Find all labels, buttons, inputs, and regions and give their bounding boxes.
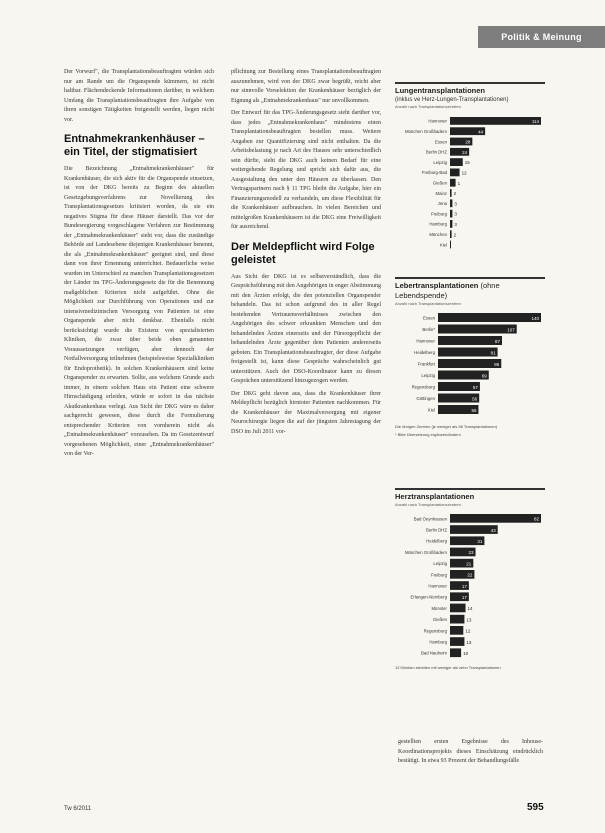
category-label: Berlin DHZ (425, 527, 447, 533)
box-caption: Anzahl nach Transplantationszentren (395, 502, 461, 507)
category-label: München Großhadern (404, 128, 447, 134)
box-title-main: Lebertransplantationen (395, 281, 479, 290)
bar (438, 359, 501, 368)
value-label: 22 (467, 572, 473, 578)
category-label: Heidelberg (414, 349, 435, 355)
bar (450, 648, 461, 657)
lung-chart (395, 110, 545, 255)
category-label: Regensburg (423, 628, 447, 634)
section-band (478, 26, 605, 48)
bar (450, 189, 452, 197)
bar (450, 179, 456, 187)
category-label: München Großhadern (404, 549, 447, 555)
value-label: 44 (478, 129, 484, 135)
paragraph: Der DKG geht davon aus, dass die Krankenhäuser ihrer Meldepflicht bezüglich hirntoter Patienten nachkommen. Für die Krankenhäuser der Maximalversorgung mit eigener Neurochirurgie liegen die auf der jüngsten Jahrestagung der DSO im Juli 2011 vor- (231, 390, 381, 435)
bar (450, 241, 451, 249)
box-caption: Anzahl nach Transplantationszentren (395, 104, 461, 109)
bar (450, 604, 466, 613)
value-label: 10 (463, 651, 469, 657)
value-label: 13 (466, 617, 472, 623)
bar (450, 514, 541, 523)
value-label: 86 (494, 361, 500, 367)
value-label: 31 (477, 539, 483, 545)
category-label: Kiel (427, 407, 435, 413)
value-label: 28 (465, 139, 471, 145)
category-label: Hamburg (429, 221, 447, 227)
chart-note: 12 Kliniken arbeiten mit weniger als zehn Transplantationen (395, 665, 501, 670)
page-number: 595 (527, 802, 544, 813)
bar (438, 348, 498, 357)
liver-transplant-box (395, 277, 545, 438)
value-label: 17 (461, 583, 467, 589)
column-2 (231, 68, 381, 440)
category-label: Berlin DHZ (425, 149, 447, 155)
category-label: Hannover (416, 338, 435, 344)
value-label: 13 (466, 639, 472, 645)
value-label: 3 (454, 211, 457, 217)
bar (450, 210, 452, 218)
box-caption: Anzahl nach Transplantationszentren (395, 301, 461, 306)
category-label: Hamburg (429, 639, 447, 645)
value-label: 140 (531, 315, 539, 321)
value-label: 21 (466, 561, 472, 567)
value-label: 107 (507, 327, 515, 333)
chart-note-2: * Bitte Übersetzung ergänzen/ändern (395, 432, 461, 437)
value-label: 2 (453, 191, 457, 197)
value-label: 23 (468, 550, 474, 556)
value-label: 2 (453, 232, 457, 238)
category-label: Gießen (432, 617, 447, 623)
value-label: 82 (533, 516, 539, 522)
bar (438, 325, 517, 334)
paragraph: Die Bezeichnung „Entnahmekrankenhäuser" für Krankenhäuser, die sich aktiv für die Organspende einsetzen, ist von der DKG bereits zu Beginn des aktuellen Gesetzgebungsverfahrens zur Novellierung des Transplantationsgesetzes kritisiert worden, da sie ein negatives Stigma für diese Häuser darstellt. Das vor der Bundesregierung vorgeschlagene Verfahren zur Bestimmung der „Entnahmekrankenhäuser" sieht vor, dass die zuständige Behörde auf Landesebene diejenigen Krankenhäuser benennt, die als „Entnahmekrankenhäuser" geeignet sind, und diese dann von ihrer Ernennung unterrichtet. Bedauerliche weise wurden im Unterschied zu manchen Transplantationsgesetzen der Länder im TPG-Änderungsgesetz die für die Benennung maßgeblichen Kriterien nicht aufgeführt. Ohne die Möglichkeit zur Durchführung von Operationen und zur intensivmedizinischen Versorgung von Patienten ist eine Organspende aber nicht denkbar. Ebenfalls nicht berücksichtigt wurde die Existenz von spezialisierten Kliniken, die zwar über beide oben genannten Voraussetzungen verfügen, aber dennoch der Notfallversorgung teilnehmen (beispielsweise Spezialkliniken für Endoprothetik). In solchen Krankenhäusern sind keine Organspender zu erwarten. Sollte, aus welchem Grunde auch immer, in einem solchen Haus ein Patient eine schwere Hirnschädigung erleiden, würde er sofort in das nächste Akutkrankenhaus verlegt. Aus Sicht der DKG wäre es daher sachgerecht gewesen, diese durch die Formulierung entsprechender Kriterien von vornherein nicht als „Entnahmekrankenhäuser" vorzusehen. Da im Gesetzentwurf vorgesehenen Möglichkeit, einer „Entnahmekrankenhäuser" von der Ver- (64, 166, 214, 457)
value-label: 17 (461, 595, 467, 601)
box-subtitle: (inklus ve Herz-Lungen-Transplantationen) (395, 97, 509, 103)
section-title: Politik & Meinung (501, 32, 582, 42)
value-label: 3 (454, 201, 457, 207)
bar (450, 230, 452, 238)
value-label: 43 (490, 527, 496, 533)
category-label: Essen (435, 139, 447, 145)
paragraph: Der Vorwurf", die Transplantationsbeauftragten würden sich nur am Rande um die Organspende kümmern, ist nicht haltbar. Flächendeckende Informationen darüber, in welchem Umfang die Transplantationsbeauftragten ihre Aufgabe von ihren sonstigen Tätigkeiten freigestellt werden, liegen nicht vor. (64, 69, 214, 123)
paragraph: pflichtung zur Bestellung eines Transplantationsbeauftragten auszunehmen, wird von der DKG zwar begrüßt, reicht aber nur sinnvolle Vorselektion der Krankenhäuser bezüglich der Eignung als „Entnahmekrankenhaus" nur unvollkommen. (231, 69, 381, 104)
lung-chart-svg (395, 110, 545, 255)
value-label: 1 (457, 180, 461, 186)
box-title: Lungentransplantationen (395, 86, 485, 95)
heart-chart-svg (395, 508, 545, 663)
liver-chart (395, 307, 545, 422)
liver-chart-svg (395, 307, 545, 422)
value-label: 57 (472, 384, 478, 390)
column-1 (64, 68, 214, 463)
box-title-suffix: (ohne Lebendspende) (395, 281, 500, 300)
paragraph: Aus Sicht der DKG ist es selbstverständlich, dass die Gesprächsführung mit den Angehörigen in enger Abstimmung mit den Ärzten erfolgt, die den potenziellen Organspender behandeln. Das ist schon aufgrund des in aller Regel bestehenden Vertrauensverhältnisses zwischen den Angehörigen des schwer erkrankten Menschen und den behandelnden Ärzten einerseits und der Fürsorgepflicht der behandelnden Ärzte gegenüber dem Patienten andererseits geboten. Ein Transplantationsbeauftragter, der diese Aufgabe freigestellt ist, kann diese Gespräche wahrscheinlich gut unterstützen. Auch der DSO-Koordinator kann zu diesen Gesprächen unterstützend hinzugezogen werden. (231, 273, 381, 384)
heart-chart (395, 508, 545, 663)
bar (450, 169, 460, 177)
value-label: 15 (464, 160, 470, 166)
category-label: Bad Oeynhausen (413, 516, 447, 522)
heading: Der Meldepflicht wird Folge geleistet (231, 240, 375, 266)
value-label: 24 (462, 149, 468, 155)
bar (450, 199, 452, 207)
category-label: Heidelberg (426, 538, 447, 544)
box-title: Herztransplantationen (395, 492, 475, 501)
bar (450, 626, 463, 635)
paragraph: gestellten ersten Ergebnisse des Inhouse-Koordinationsprojekts dieses Einschätzung eindrücklich bestätigt. In etwa 93 Prozent der Behandlungsfälle (398, 739, 543, 764)
category-label: Mainz (435, 190, 447, 196)
value-label: 81 (490, 350, 496, 356)
lung-transplant-box (395, 82, 545, 255)
bar (450, 220, 452, 228)
category-label: Frankfurt (417, 361, 435, 367)
column-3 (398, 738, 543, 770)
category-label: Berlin* (422, 326, 435, 332)
category-label: Essen (423, 315, 435, 321)
category-label: Erlangen-Nürnberg (410, 594, 447, 600)
bar (438, 313, 541, 322)
value-label: 3 (454, 222, 457, 228)
bar (450, 615, 464, 624)
category-label: Münster (431, 605, 447, 611)
category-label: Freiburg-Bad (421, 170, 447, 176)
category-label: München (429, 231, 447, 237)
category-label: Bad Nauheim (420, 650, 447, 656)
category-label: Freiburg (430, 211, 447, 217)
footer-issue: Tw 6/2011 (64, 806, 92, 812)
category-label: Leipzig (433, 159, 447, 165)
chart-note: Die übrigen Zentren (je weniger als 96 Transplantationen) (395, 424, 498, 429)
bar (438, 336, 502, 345)
bar (450, 637, 464, 646)
heading: Entnahmekrankenhäuser – ein Titel, der stigmatisiert (64, 133, 205, 158)
value-label: 12 (465, 628, 471, 634)
category-label: Hannover (428, 118, 447, 124)
value-label: 55 (471, 407, 477, 413)
category-label: Gießen (432, 180, 447, 186)
paragraph: Der Entwurf für das TPG-Änderungsgesetz sieht darüber vor, dass jedes „Entnahmekrankenhaus" mindestens einen Transplantationsbeauftragten bestellen muss. Weitere Angaben zur Quantifizierung sind nicht enthalten. Da die Arbeitsbelastung je nach Art des Hauses sehr unterschiedlich sein dürfte, sieht die DKG auch keinen Bedarf für eine weitergehende Regelung und spricht sich dafür aus, die Ausgestaltung den unter den Häusern zu überlassen. Den Vertragspartnern nach § 11 TPG bleibt die Aufgabe, hier ein Finanzierungsmodell zu verhandeln, um diese Flexibilität für die Krankenhäuser aufbrauchen. In vielen Bereichen und mittelgroßen Krankenhäusern ist die DKG eine Freiwilligkeit für ausreichend. (231, 110, 381, 230)
category-label: Regensburg (411, 384, 435, 390)
category-label: Jena (437, 201, 447, 207)
category-label: Kiel (439, 242, 447, 248)
value-label: 12 (461, 170, 467, 176)
category-label: Leipzig (433, 561, 447, 567)
value-label: 69 (481, 373, 487, 379)
category-label: Freiburg (430, 572, 447, 578)
box-title (395, 281, 545, 301)
value-label: 87 (494, 338, 501, 344)
category-label: Leipzig (421, 372, 435, 378)
category-label: Göttingen (416, 395, 435, 401)
value-label: 14 (467, 606, 473, 612)
bar (450, 117, 541, 125)
bar (450, 158, 463, 166)
value-label: 114 (531, 119, 539, 125)
heart-transplant-box (395, 488, 545, 671)
value-label: 56 (472, 396, 478, 402)
category-label: Hannover (428, 583, 447, 589)
